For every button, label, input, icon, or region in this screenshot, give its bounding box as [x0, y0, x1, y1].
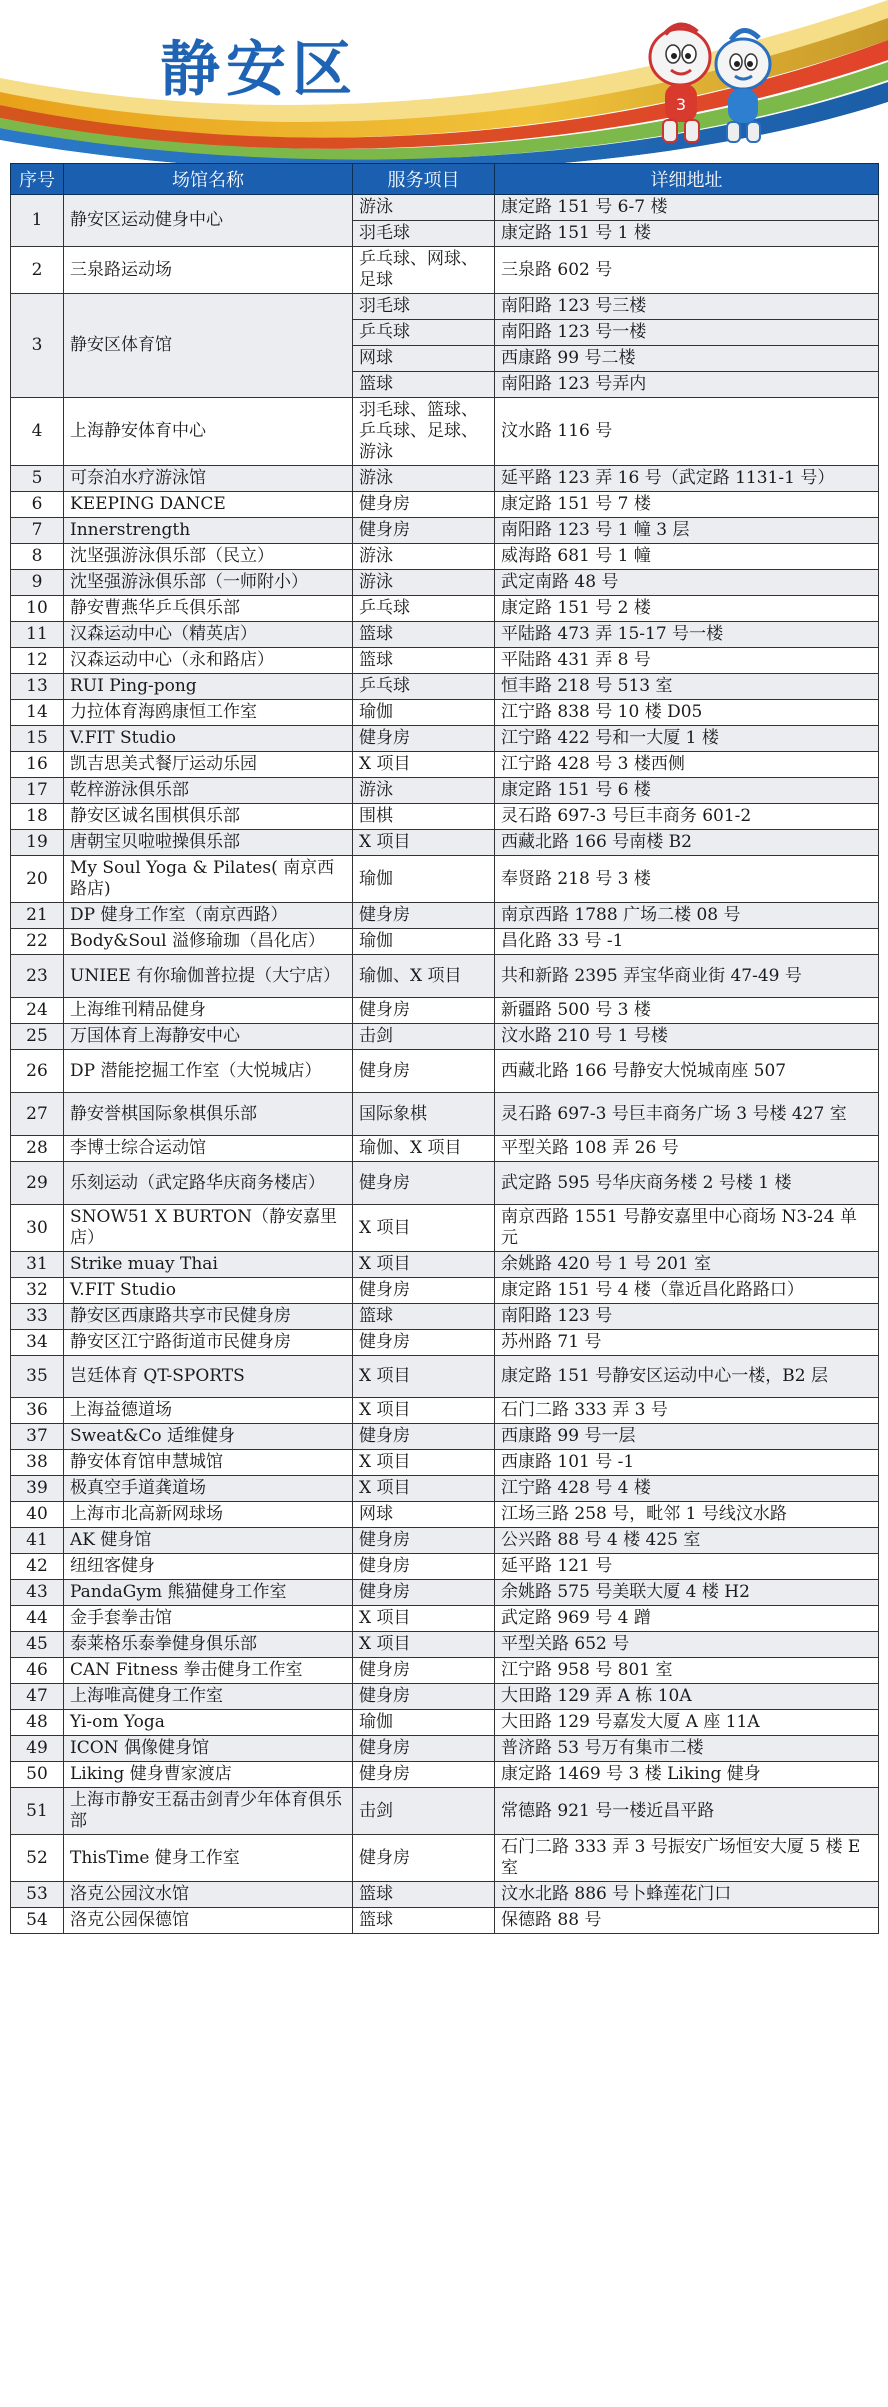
venue-name: 沈坚强游泳俱乐部（一师附小） — [64, 570, 353, 596]
venue-service: 健身房 — [353, 1278, 495, 1304]
table-row — [11, 1502, 879, 1528]
venue-service: 游泳 — [353, 570, 495, 596]
venue-address: 江宁路 422 号和一大厦 1 楼 — [495, 726, 879, 752]
venue-address: 南阳路 123 号 — [495, 1304, 879, 1330]
table-row — [11, 1632, 879, 1658]
table-row — [11, 195, 879, 221]
table-row — [11, 1528, 879, 1554]
table-row — [11, 700, 879, 726]
venue-name: UNIEE 有你瑜伽普拉提（大宁店） — [64, 955, 353, 998]
venue-number: 53 — [11, 1882, 64, 1908]
venue-name: 静安曹燕华乒乓俱乐部 — [64, 596, 353, 622]
table-header-row — [11, 164, 879, 195]
table-row — [11, 778, 879, 804]
venue-name: 静安区运动健身中心 — [64, 195, 353, 247]
venue-number: 46 — [11, 1658, 64, 1684]
venue-service: 健身房 — [353, 1762, 495, 1788]
venue-number: 29 — [11, 1162, 64, 1205]
table-row — [11, 570, 879, 596]
venue-number: 3 — [11, 294, 64, 398]
venue-service: 瑜伽 — [353, 1710, 495, 1736]
venue-name: V.FIT Studio — [64, 1278, 353, 1304]
venue-number: 54 — [11, 1908, 64, 1934]
venue-name: My Soul Yoga & Pilates( 南京西路店) — [64, 856, 353, 903]
venue-name: 岂廷体育 QT-SPORTS — [64, 1356, 353, 1398]
venue-service: 瑜伽、X 项目 — [353, 955, 495, 998]
venue-address: 康定路 151 号 6-7 楼 — [495, 195, 879, 221]
venue-address: 康定路 151 号静安区运动中心一楼，B2 层 — [495, 1356, 879, 1398]
venue-service: 乒乓球 — [353, 674, 495, 700]
venue-address: 江宁路 428 号 3 楼西侧 — [495, 752, 879, 778]
venue-number: 6 — [11, 492, 64, 518]
venue-address: 汶水路 210 号 1 号楼 — [495, 1024, 879, 1050]
venue-service: 国际象棋 — [353, 1093, 495, 1136]
venue-name: CAN Fitness 拳击健身工作室 — [64, 1658, 353, 1684]
table-row — [11, 1684, 879, 1710]
venue-address: 南阳路 123 号三楼 — [495, 294, 879, 320]
venue-service: 篮球 — [353, 372, 495, 398]
venue-service: 瑜伽 — [353, 929, 495, 955]
venue-number: 24 — [11, 998, 64, 1024]
venue-service: X 项目 — [353, 752, 495, 778]
venue-address: 康定路 151 号 4 楼（靠近昌化路路口） — [495, 1278, 879, 1304]
venue-service: 健身房 — [353, 1835, 495, 1882]
table-row — [11, 1908, 879, 1934]
venue-address: 康定路 151 号 2 楼 — [495, 596, 879, 622]
table-row — [11, 492, 879, 518]
table-row — [11, 1252, 879, 1278]
table-row — [11, 726, 879, 752]
venue-name: 上海市北高新网球场 — [64, 1502, 353, 1528]
venue-service: 瑜伽 — [353, 700, 495, 726]
table-row — [11, 398, 879, 466]
venue-number: 21 — [11, 903, 64, 929]
table-row — [11, 856, 879, 903]
venue-address: 大田路 129 号嘉发大厦 A 座 11A — [495, 1710, 879, 1736]
venue-number: 20 — [11, 856, 64, 903]
venue-name: 静安誉棋国际象棋俱乐部 — [64, 1093, 353, 1136]
venue-address: 康定路 1469 号 3 楼 Liking 健身 — [495, 1762, 879, 1788]
venue-address: 汶水北路 886 号卜蜂莲花门口 — [495, 1882, 879, 1908]
venue-number: 35 — [11, 1356, 64, 1398]
venue-address: 南阳路 123 号一楼 — [495, 320, 879, 346]
venue-number: 36 — [11, 1398, 64, 1424]
venue-address: 南阳路 123 号弄内 — [495, 372, 879, 398]
venue-number: 33 — [11, 1304, 64, 1330]
venue-service: 健身房 — [353, 1736, 495, 1762]
venue-number: 14 — [11, 700, 64, 726]
venue-name: 静安区体育馆 — [64, 294, 353, 398]
venue-service: 网球 — [353, 346, 495, 372]
venue-name: 沈坚强游泳俱乐部（民立） — [64, 544, 353, 570]
venue-name: AK 健身馆 — [64, 1528, 353, 1554]
venue-number: 7 — [11, 518, 64, 544]
venue-service: X 项目 — [353, 1450, 495, 1476]
venue-address: 余姚路 420 号 1 号 201 室 — [495, 1252, 879, 1278]
venue-address: 平型关路 652 号 — [495, 1632, 879, 1658]
venue-service: 乒乓球 — [353, 320, 495, 346]
venue-service: 篮球 — [353, 1908, 495, 1934]
venue-name: Body&Soul 溢修瑜珈（昌化店） — [64, 929, 353, 955]
table-row — [11, 929, 879, 955]
venue-service: 健身房 — [353, 1330, 495, 1356]
table-row — [11, 247, 879, 294]
header-address: 详细地址 — [495, 164, 879, 195]
venue-address: 江宁路 428 号 4 楼 — [495, 1476, 879, 1502]
venue-service: X 项目 — [353, 830, 495, 856]
venue-number: 48 — [11, 1710, 64, 1736]
venue-number: 15 — [11, 726, 64, 752]
venue-name: KEEPING DANCE — [64, 492, 353, 518]
venue-name: 洛克公园保德馆 — [64, 1908, 353, 1934]
venue-service: 游泳 — [353, 544, 495, 570]
venue-name: DP 健身工作室（南京西路） — [64, 903, 353, 929]
table-row — [11, 294, 879, 320]
table-row — [11, 674, 879, 700]
venue-address: 江场三路 258 号，毗邻 1 号线汶水路 — [495, 1502, 879, 1528]
table-row — [11, 1882, 879, 1908]
table-row — [11, 596, 879, 622]
venue-number: 5 — [11, 466, 64, 492]
venue-name: RUI Ping-pong — [64, 674, 353, 700]
venue-address: 公兴路 88 号 4 楼 425 室 — [495, 1528, 879, 1554]
table-row — [11, 1024, 879, 1050]
table-row — [11, 1476, 879, 1502]
header-no: 序号 — [11, 164, 64, 195]
venue-service: 健身房 — [353, 998, 495, 1024]
venue-service: 瑜伽 — [353, 856, 495, 903]
table-body — [11, 195, 879, 1934]
venue-address: 南阳路 123 号 1 幢 3 层 — [495, 518, 879, 544]
venue-service: 篮球 — [353, 1882, 495, 1908]
venue-name: ThisTime 健身工作室 — [64, 1835, 353, 1882]
venue-address: 威海路 681 号 1 幢 — [495, 544, 879, 570]
venue-address: 南京西路 1551 号静安嘉里中心商场 N3-24 单元 — [495, 1205, 879, 1252]
table-row — [11, 1162, 879, 1205]
venue-name: 唐朝宝贝啦啦操俱乐部 — [64, 830, 353, 856]
venue-service: X 项目 — [353, 1205, 495, 1252]
table-row — [11, 1710, 879, 1736]
venue-number: 39 — [11, 1476, 64, 1502]
venue-address: 江宁路 838 号 10 楼 D05 — [495, 700, 879, 726]
venue-address: 恒丰路 218 号 513 室 — [495, 674, 879, 700]
venue-number: 17 — [11, 778, 64, 804]
venue-service: 游泳 — [353, 466, 495, 492]
venue-name: 上海唯高健身工作室 — [64, 1684, 353, 1710]
venue-name: 乐刻运动（武定路华庆商务楼店） — [64, 1162, 353, 1205]
table-row — [11, 998, 879, 1024]
table-row — [11, 1278, 879, 1304]
venue-service: 游泳 — [353, 778, 495, 804]
venue-number: 1 — [11, 195, 64, 247]
venue-name: Innerstrength — [64, 518, 353, 544]
venue-name: 上海维刊精品健身 — [64, 998, 353, 1024]
venue-name: 凯吉思美式餐厅运动乐园 — [64, 752, 353, 778]
venue-name: 万国体育上海静安中心 — [64, 1024, 353, 1050]
venue-service: X 项目 — [353, 1252, 495, 1278]
venue-name: 纽纽客健身 — [64, 1554, 353, 1580]
table-row — [11, 648, 879, 674]
venue-address: 共和新路 2395 弄宝华商业街 47-49 号 — [495, 955, 879, 998]
venue-name: 金手套拳击馆 — [64, 1606, 353, 1632]
table-row — [11, 1136, 879, 1162]
venue-number: 49 — [11, 1736, 64, 1762]
venue-name: V.FIT Studio — [64, 726, 353, 752]
venue-number: 45 — [11, 1632, 64, 1658]
venue-address: 石门二路 333 弄 3 号 — [495, 1398, 879, 1424]
venue-service: 健身房 — [353, 1684, 495, 1710]
venue-name: Liking 健身曹家渡店 — [64, 1762, 353, 1788]
venue-name: Strike muay Thai — [64, 1252, 353, 1278]
venue-number: 23 — [11, 955, 64, 998]
venue-number: 27 — [11, 1093, 64, 1136]
venue-number: 22 — [11, 929, 64, 955]
table-row — [11, 955, 879, 998]
venue-number: 51 — [11, 1788, 64, 1835]
venue-name: 极真空手道龚道场 — [64, 1476, 353, 1502]
header-banner — [0, 0, 888, 163]
venue-service: 健身房 — [353, 1658, 495, 1684]
venue-service: X 项目 — [353, 1356, 495, 1398]
table-row — [11, 622, 879, 648]
table-row — [11, 1424, 879, 1450]
venue-address: 苏州路 71 号 — [495, 1330, 879, 1356]
venue-number: 16 — [11, 752, 64, 778]
venue-address: 新疆路 500 号 3 楼 — [495, 998, 879, 1024]
venue-address: 余姚路 575 号美联大厦 4 楼 H2 — [495, 1580, 879, 1606]
venue-address: 康定路 151 号 1 楼 — [495, 221, 879, 247]
venue-service: 网球 — [353, 1502, 495, 1528]
venue-service: 健身房 — [353, 1580, 495, 1606]
table-row — [11, 903, 879, 929]
banner-title: 静安区 — [160, 35, 358, 105]
venue-service: X 项目 — [353, 1606, 495, 1632]
table-row — [11, 1554, 879, 1580]
venue-number: 42 — [11, 1554, 64, 1580]
table-row — [11, 830, 879, 856]
table-row — [11, 804, 879, 830]
venue-name: 上海益德道场 — [64, 1398, 353, 1424]
venue-number: 11 — [11, 622, 64, 648]
venue-name: 三泉路运动场 — [64, 247, 353, 294]
venue-service: 击剑 — [353, 1024, 495, 1050]
venue-table — [10, 163, 879, 1934]
venue-service: 篮球 — [353, 1304, 495, 1330]
table-row — [11, 1450, 879, 1476]
venue-name: Yi-om Yoga — [64, 1710, 353, 1736]
venue-table-container — [10, 163, 878, 1934]
venue-service: 健身房 — [353, 903, 495, 929]
venue-name: 泰莱格乐泰拳健身俱乐部 — [64, 1632, 353, 1658]
venue-service: 篮球 — [353, 648, 495, 674]
venue-address: 康定路 151 号 7 楼 — [495, 492, 879, 518]
venue-name: Sweat&Co 适维健身 — [64, 1424, 353, 1450]
table-row — [11, 1658, 879, 1684]
venue-name: DP 潜能挖掘工作室（大悦城店） — [64, 1050, 353, 1093]
table-row — [11, 1330, 879, 1356]
venue-service: 羽毛球 — [353, 294, 495, 320]
venue-number: 28 — [11, 1136, 64, 1162]
venue-address: 武定路 595 号华庆商务楼 2 号楼 1 楼 — [495, 1162, 879, 1205]
venue-number: 25 — [11, 1024, 64, 1050]
venue-number: 52 — [11, 1835, 64, 1882]
venue-service: 健身房 — [353, 726, 495, 752]
venue-number: 4 — [11, 398, 64, 466]
venue-address: 常德路 921 号一楼近昌平路 — [495, 1788, 879, 1835]
venue-name: SNOW51 X BURTON（静安嘉里店） — [64, 1205, 353, 1252]
table-row — [11, 1398, 879, 1424]
venue-name: 李博士综合运动馆 — [64, 1136, 353, 1162]
venue-service: X 项目 — [353, 1632, 495, 1658]
table-row — [11, 1580, 879, 1606]
venue-address: 西康路 99 号二楼 — [495, 346, 879, 372]
venue-service: 游泳 — [353, 195, 495, 221]
table-row — [11, 518, 879, 544]
mascot-icon — [635, 12, 785, 152]
venue-number: 8 — [11, 544, 64, 570]
venue-service: 乒乓球、网球、足球 — [353, 247, 495, 294]
table-row — [11, 1606, 879, 1632]
table-row — [11, 544, 879, 570]
venue-address: 西藏北路 166 号南楼 B2 — [495, 830, 879, 856]
venue-address: 南京西路 1788 广场二楼 08 号 — [495, 903, 879, 929]
table-row — [11, 466, 879, 492]
venue-address: 武定路 969 号 4 蹭 — [495, 1606, 879, 1632]
table-row — [11, 1736, 879, 1762]
venue-name: 洛克公园汶水馆 — [64, 1882, 353, 1908]
venue-name: 力拉体育海鸥康恒工作室 — [64, 700, 353, 726]
venue-service: X 项目 — [353, 1398, 495, 1424]
venue-number: 18 — [11, 804, 64, 830]
venue-name: PandaGym 熊猫健身工作室 — [64, 1580, 353, 1606]
venue-name: 静安体育馆申慧城馆 — [64, 1450, 353, 1476]
venue-service: 围棋 — [353, 804, 495, 830]
table-row — [11, 752, 879, 778]
venue-service: 健身房 — [353, 1528, 495, 1554]
svg-text:3: 3 — [675, 95, 687, 114]
venue-number: 26 — [11, 1050, 64, 1093]
venue-number: 44 — [11, 1606, 64, 1632]
table-row — [11, 1835, 879, 1882]
venue-number: 43 — [11, 1580, 64, 1606]
venue-service: 羽毛球 — [353, 221, 495, 247]
table-row — [11, 1205, 879, 1252]
venue-address: 汶水路 116 号 — [495, 398, 879, 466]
venue-address: 昌化路 33 号 -1 — [495, 929, 879, 955]
venue-name: 乾梓游泳俱乐部 — [64, 778, 353, 804]
venue-address: 石门二路 333 弄 3 号振安广场恒安大厦 5 楼 E 室 — [495, 1835, 879, 1882]
venue-service: 羽毛球、篮球、乒乓球、足球、游泳 — [353, 398, 495, 466]
venue-number: 2 — [11, 247, 64, 294]
venue-address: 普济路 53 号万有集市二楼 — [495, 1736, 879, 1762]
venue-name: 静安区江宁路街道市民健身房 — [64, 1330, 353, 1356]
header-venue-name: 场馆名称 — [64, 164, 353, 195]
table-row — [11, 1788, 879, 1835]
venue-name: 可奈泊水疗游泳馆 — [64, 466, 353, 492]
venue-service: 健身房 — [353, 1424, 495, 1450]
venue-service: 健身房 — [353, 1162, 495, 1205]
table-row — [11, 1762, 879, 1788]
venue-address: 保德路 88 号 — [495, 1908, 879, 1934]
venue-address: 灵石路 697-3 号巨丰商务广场 3 号楼 427 室 — [495, 1093, 879, 1136]
venue-service: 健身房 — [353, 1050, 495, 1093]
header-service: 服务项目 — [353, 164, 495, 195]
venue-service: 篮球 — [353, 622, 495, 648]
venue-name: 上海静安体育中心 — [64, 398, 353, 466]
venue-name: 汉森运动中心（永和路店） — [64, 648, 353, 674]
venue-number: 40 — [11, 1502, 64, 1528]
venue-address: 灵石路 697-3 号巨丰商务 601-2 — [495, 804, 879, 830]
venue-address: 西藏北路 166 号静安大悦城南座 507 — [495, 1050, 879, 1093]
table-row — [11, 1304, 879, 1330]
venue-address: 奉贤路 218 号 3 楼 — [495, 856, 879, 903]
venue-address: 西康路 101 号 -1 — [495, 1450, 879, 1476]
venue-address: 西康路 99 号一层 — [495, 1424, 879, 1450]
venue-service: 健身房 — [353, 1554, 495, 1580]
venue-address: 延平路 123 弄 16 号（武定路 1131-1 号） — [495, 466, 879, 492]
table-row — [11, 1050, 879, 1093]
venue-address: 江宁路 958 号 801 室 — [495, 1658, 879, 1684]
venue-service: 健身房 — [353, 492, 495, 518]
venue-address: 平陆路 473 弄 15-17 号一楼 — [495, 622, 879, 648]
venue-number: 34 — [11, 1330, 64, 1356]
venue-name: 上海市静安王磊击剑青少年体育俱乐部 — [64, 1788, 353, 1835]
venue-number: 13 — [11, 674, 64, 700]
table-row — [11, 1356, 879, 1398]
venue-number: 38 — [11, 1450, 64, 1476]
venue-number: 30 — [11, 1205, 64, 1252]
venue-number: 32 — [11, 1278, 64, 1304]
venue-number: 37 — [11, 1424, 64, 1450]
venue-address: 康定路 151 号 6 楼 — [495, 778, 879, 804]
venue-service: X 项目 — [353, 1476, 495, 1502]
venue-number: 31 — [11, 1252, 64, 1278]
venue-service: 乒乓球 — [353, 596, 495, 622]
venue-number: 9 — [11, 570, 64, 596]
venue-number: 19 — [11, 830, 64, 856]
venue-address: 平陆路 431 弄 8 号 — [495, 648, 879, 674]
venue-address: 大田路 129 弄 A 栋 10A — [495, 1684, 879, 1710]
venue-address: 平型关路 108 弄 26 号 — [495, 1136, 879, 1162]
venue-number: 10 — [11, 596, 64, 622]
venue-service: 瑜伽、X 项目 — [353, 1136, 495, 1162]
venue-address: 延平路 121 号 — [495, 1554, 879, 1580]
table-row — [11, 1093, 879, 1136]
venue-number: 47 — [11, 1684, 64, 1710]
venue-name: ICON 偶像健身馆 — [64, 1736, 353, 1762]
venue-name: 静安区西康路共享市民健身房 — [64, 1304, 353, 1330]
venue-address: 武定南路 48 号 — [495, 570, 879, 596]
venue-address: 三泉路 602 号 — [495, 247, 879, 294]
venue-number: 41 — [11, 1528, 64, 1554]
venue-name: 汉森运动中心（精英店） — [64, 622, 353, 648]
venue-number: 50 — [11, 1762, 64, 1788]
venue-service: 健身房 — [353, 518, 495, 544]
venue-name: 静安区诚名围棋俱乐部 — [64, 804, 353, 830]
venue-number: 12 — [11, 648, 64, 674]
venue-service: 击剑 — [353, 1788, 495, 1835]
